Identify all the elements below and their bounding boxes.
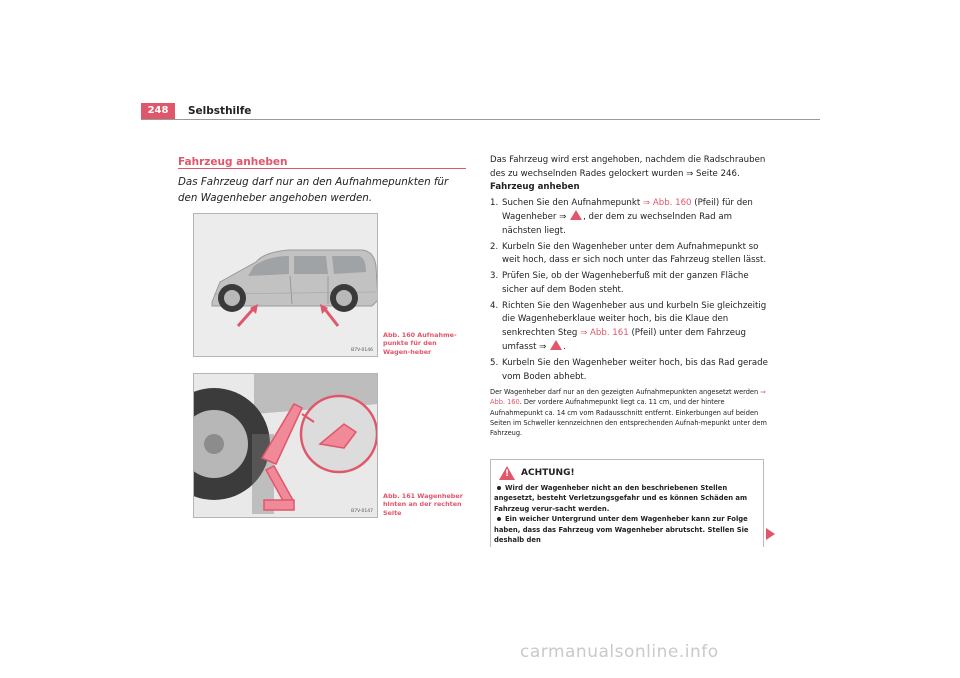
section-rule [178,168,466,169]
figure-reference-link[interactable]: ⇒ Abb. 160 [490,387,766,407]
jack-illustration [194,374,378,518]
figure-reference-link[interactable]: ⇒ Abb. 160 [642,197,692,208]
instructions-column [490,154,768,438]
figure-code: B7V-0146 [351,348,373,353]
page-number: 248 [141,103,175,119]
list-item: Wird der Wagenheber nicht an den beschriebenen Stellen angesetzt, besteht Verletzungsgefahr und es können Schäden am Fahrzeug verur-sacht werden. [494,484,748,513]
warning-body [494,483,763,545]
steps-list [490,197,768,385]
bullet-icon [497,517,501,521]
list-item: 4. Richten Sie den Wagenheber aus und kurbeln Sie gleichzeitig die Wagenheberklaue weiter hoch, bis die Klaue den senkrechten Steg ⇒ Abb. 161 (Pfeil) unter dem Fahrzeug umfasst ⇒ . [490,300,767,353]
figure-160-caption: Abb. 160 Aufnahme-punkte für den Wagen-heber [383,331,457,356]
section-lead: Das Fahrzeug darf nur an den Aufnahmepunkten für den Wagenheber angehoben werden. [178,176,449,204]
figure-code: B7V-0147 [351,509,373,514]
list-item: Ein weicher Untergrund unter dem Wagenheber kann zur Folge haben, dass das Fahrzeug vom Wagenheber abrutscht. Stellen Sie deshalb den [494,515,749,545]
list-item: 1. Suchen Sie den Aufnahmepunkt ⇒ Abb. 160 (Pfeil) für den Wagenheber ⇒ , der dem zu wechselnden Rad am nächsten liegt. [490,197,753,236]
bullet-icon [497,486,501,490]
warning-title: ACHTUNG! [521,468,575,478]
list-item: 2. Kurbeln Sie den Wagenheber unter dem Aufnahmepunkt so weit hoch, dass er sich noch unter das Fahrzeug stellen lässt. [490,241,767,266]
continue-arrow-icon[interactable] [766,528,775,540]
figure-160-car-jack-points [193,213,378,357]
list-item: 5. Kurbeln Sie den Wagenheber weiter hoch, bis das Rad gerade vom Boden abhebt. [490,358,768,382]
watermark: carmanualsonline.info [520,642,719,662]
warning-icon [570,210,582,220]
intro-paragraph: Das Fahrzeug wird erst angehoben, nachdem die Radschrauben des zu wechselnden Rades gelockert wurden ⇒ Seite 246. [490,155,766,179]
warning-header [499,466,763,480]
warning-box [490,459,764,547]
figure-161-caption: Abb. 161 Wagenheber hinten an der rechten Seite [383,492,463,517]
steps-heading: Fahrzeug anheben [490,182,580,192]
figure-161-jack-rear-right [193,373,378,518]
header-rule [141,119,820,120]
figure-reference-link[interactable]: ⇒ Abb. 161 [580,327,629,338]
warning-icon [550,340,562,350]
note-paragraph: Der Wagenheber darf nur an den gezeigten Aufnahmepunkten angesetzt werden ⇒ Abb. 160. Der vordere Aufnahmepunkt liegt ca. 11 cm, und der hintere Aufnahmepunkt ca. 14 cm vom Radausschnitt entfernt. Einkerbungen auf beiden Seiten im Schweller kennzeichnen den entsprechenden Aufnah-mepunkt unter dem Fahrzeug. [490,387,767,438]
car-side-illustration [194,214,378,357]
warning-icon [499,466,515,480]
section-title: Fahrzeug anheben [178,156,288,168]
list-item: 3. Prüfen Sie, ob der Wagenheberfuß mit der ganzen Fläche sicher auf dem Boden steht. [490,271,749,295]
chapter-title: Selbsthilfe [188,105,252,117]
